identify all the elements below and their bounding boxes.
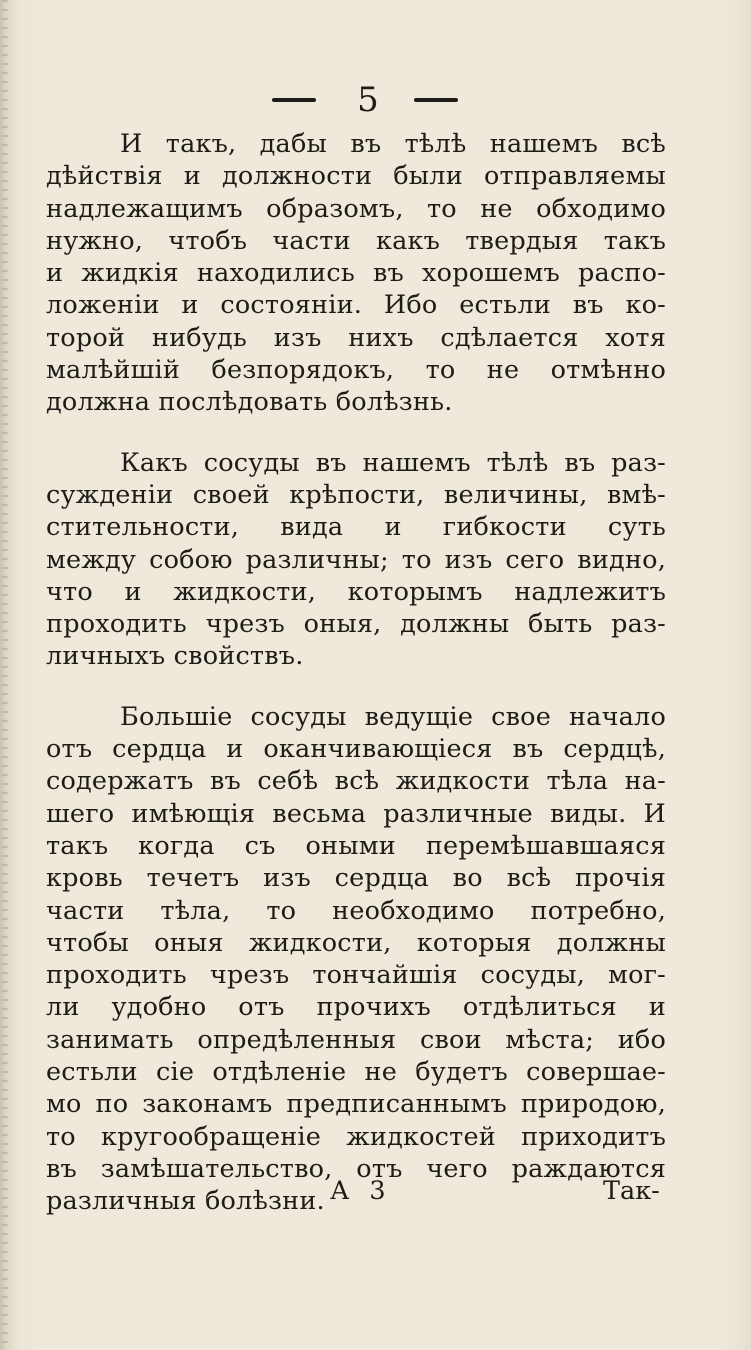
text-line: части тѣла, то необходимо потребно,	[46, 895, 666, 926]
text-line: такъ когда съ оными перемѣшавшаяся	[46, 830, 666, 861]
page-edge-shadow	[2, 0, 8, 1350]
text-line: то кругообращеніе жидкостей приходитъ	[46, 1121, 666, 1152]
body-text	[46, 128, 666, 1246]
text-line: стительности, вида и гибкости суть	[46, 512, 666, 543]
text-line: и жидкія находились въ хорошемъ распо-	[46, 258, 666, 289]
text-line: содержатъ въ себѣ всѣ жидкости тѣла на-	[46, 766, 666, 797]
text-line: ложеніи и состояніи. Ибо естьли въ ко-	[46, 290, 666, 321]
text-line: должна послѣдовать болѣзнь.	[46, 387, 453, 418]
text-line: въ замѣшательство, отъ чего раждаются	[46, 1153, 666, 1184]
text-line: личныхъ свойствъ.	[46, 641, 304, 672]
text-line: между собою различны; то изъ сего видно,	[46, 544, 666, 575]
text-line: мо по законамъ предписаннымъ природою,	[46, 1089, 666, 1120]
signature-mark: А 3	[330, 1176, 392, 1206]
text-line: ли удобно отъ прочихъ отдѣлиться и	[46, 992, 666, 1023]
text-line: надлежащимъ образомъ, то не обходимо	[46, 193, 666, 224]
header-rule-left	[272, 98, 316, 102]
text-line: дѣйствія и должности были отправляемы	[46, 161, 666, 192]
text-line: проходить чрезъ оныя, должны быть раз-	[46, 609, 666, 640]
text-line: отъ сердца и оканчивающіеся въ сердцѣ,	[46, 734, 666, 765]
text-line: Какъ сосуды въ нашемъ тѣлѣ въ раз-	[120, 447, 666, 478]
text-line: малѣйшій безпорядокъ, то не отмѣнно	[46, 355, 666, 386]
paragraph-2	[46, 447, 666, 673]
text-line: чтобы оныя жидкости, которыя должны	[46, 927, 666, 958]
text-line: Большіе сосуды ведущіе свое начало	[120, 701, 666, 732]
text-line: И такъ, дабы въ тѣлѣ нашемъ всѣ	[120, 129, 666, 159]
text-line: нужно, чтобъ части какъ твердыя такъ	[46, 225, 666, 256]
text-line: сужденіи своей крѣпости, величины, вмѣ-	[46, 479, 666, 510]
text-line: естьли сіе отдѣленіе не будетъ совершае-	[46, 1057, 666, 1088]
page-header	[0, 82, 751, 122]
catchword: Так-	[603, 1176, 660, 1206]
page-footer	[0, 1176, 751, 1212]
text-line: что и жидкости, которымъ надлежитъ	[46, 576, 666, 607]
text-line: различныя болѣзни.	[46, 1186, 325, 1217]
text-line: проходить чрезъ тончайшія сосуды, мог-	[46, 960, 666, 991]
text-line: занимать опредѣленныя свои мѣста; ибо	[46, 1024, 666, 1055]
text-line: кровь течетъ изъ сердца во всѣ прочія	[46, 863, 666, 894]
paragraph-3	[46, 701, 666, 1218]
paragraph-1	[46, 128, 666, 419]
header-rule-right	[414, 98, 458, 102]
text-line: шего имѣющія весьма различные виды. И	[46, 798, 666, 829]
text-line: торой нибудь изъ нихъ сдѣлается хотя	[46, 322, 666, 353]
page-number: 5	[357, 80, 379, 120]
